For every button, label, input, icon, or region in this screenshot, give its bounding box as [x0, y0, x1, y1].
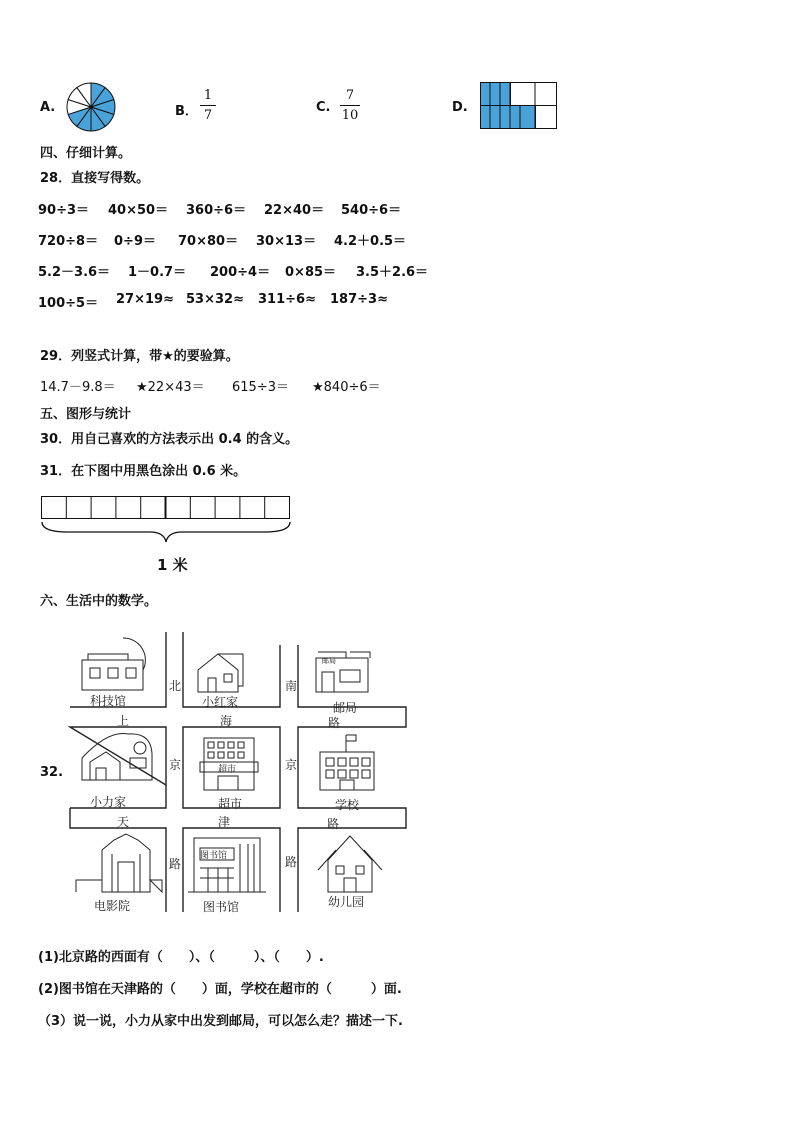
q29-item: ★22×43＝ [136, 380, 205, 395]
q32-sub3: （3）说一说，小力从家中出发到邮局，可以怎么走？描述一下. [38, 1014, 403, 1029]
q28-item: 27×19≈ [116, 292, 174, 307]
q28-title: 28．直接写得数。 [40, 171, 150, 186]
option-d-grid-figure [480, 82, 560, 132]
q31-text: 31．在下图中用黑色涂出 0.6 米。 [40, 464, 247, 479]
q28-item: 4.2＋0.5＝ [334, 234, 407, 249]
map-label-cinema: 电影院 [94, 899, 131, 913]
city-map [68, 630, 413, 915]
option-b-numerator: 1 [203, 88, 213, 103]
q28-item: 22×40＝ [264, 203, 325, 218]
q28-item: 40×50＝ [108, 203, 169, 218]
road-tianjin-char: 天 [117, 815, 130, 829]
q28-item: 0×85＝ [285, 265, 337, 280]
q28-item: 5.2－3.6＝ [38, 265, 111, 280]
map-label-xiaohong-home: 小红家 [202, 695, 239, 709]
map-label-science-museum: 科技馆 [90, 694, 127, 708]
section-6-heading: 六、生活中的数学。 [40, 594, 158, 609]
map-label-post-office: 邮局 [333, 701, 358, 715]
q29-item: 615÷3＝ [232, 380, 289, 395]
q28-item: 200÷4＝ [210, 265, 271, 280]
q32-sub1: (1)北京路的西面有（ ）、（ ）、（ ）. [38, 950, 324, 965]
q28-item: 720÷8＝ [38, 234, 99, 249]
option-c-fraction [340, 88, 360, 123]
road-nanjing-char: 京 [285, 758, 298, 772]
q28-item: 540÷6＝ [341, 203, 402, 218]
road-shanghai-char: 路 [328, 716, 341, 730]
map-label-supermarket: 超市 [218, 797, 243, 811]
option-c-numerator: 7 [345, 88, 355, 103]
q28-item: 70×80＝ [178, 234, 239, 249]
map-label-kindergarten: 幼儿园 [328, 895, 365, 909]
option-a-label: A. [40, 100, 56, 115]
map-label-library: 图书馆 [203, 900, 240, 914]
option-c-denominator: 10 [341, 108, 359, 123]
option-b-denominator: 7 [203, 108, 213, 123]
map-label-school: 学校 [335, 798, 360, 812]
road-beijing-char: 北 [169, 679, 182, 693]
option-a-pie-figure [64, 80, 118, 134]
q28-item: 30×13＝ [256, 234, 317, 249]
option-b-label: B． [175, 104, 198, 119]
road-tianjin-char: 路 [327, 817, 340, 831]
q28-item: 1－0.7＝ [128, 265, 187, 280]
map-label-xiaoli-home: 小力家 [90, 795, 127, 809]
q28-item: 0÷9＝ [114, 234, 156, 249]
meter-strip-figure [38, 494, 294, 546]
road-beijing-char: 路 [169, 857, 182, 871]
road-shanghai-char: 上 [117, 714, 130, 728]
q28-item: 360÷6＝ [186, 203, 247, 218]
q32-number: 32. [40, 765, 64, 780]
q28-item: 53×32≈ [186, 292, 244, 307]
q32-sub2: (2)图书馆在天津路的（ ）面，学校在超市的（ ）面. [38, 982, 402, 997]
q28-item: 311÷6≈ [258, 292, 316, 307]
section-4-heading: 四、仔细计算。 [40, 146, 132, 161]
road-tianjin-char: 津 [218, 815, 231, 829]
meter-strip-label: 1 米 [157, 556, 188, 574]
q29-title: 29．列竖式计算，带★的要验算。 [40, 349, 239, 364]
q29-item: ★840÷6＝ [312, 380, 381, 395]
road-shanghai-char: 海 [220, 714, 233, 728]
option-b-fraction [200, 88, 216, 123]
option-d-label: D. [452, 100, 468, 115]
q30-text: 30．用自己喜欢的方法表示出 0.4 的含义。 [40, 432, 299, 447]
map-sign-post-office: 邮局 [322, 657, 336, 665]
q28-item: 90÷3＝ [38, 203, 90, 218]
section-5-heading: 五、图形与统计 [40, 407, 132, 422]
q28-item: 3.5＋2.6＝ [356, 265, 429, 280]
road-nanjing-char: 路 [285, 855, 298, 869]
q28-item: 187÷3≈ [330, 292, 388, 307]
q29-item: 14.7－9.8＝ [40, 380, 116, 395]
road-beijing-char: 京 [169, 758, 182, 772]
map-sign-supermarket: 超市 [218, 765, 237, 775]
q28-item: 100÷5＝ [38, 296, 99, 311]
option-c-label: C. [316, 100, 331, 115]
map-sign-library: 图书馆 [200, 851, 228, 861]
road-nanjing-char: 南 [285, 679, 298, 693]
